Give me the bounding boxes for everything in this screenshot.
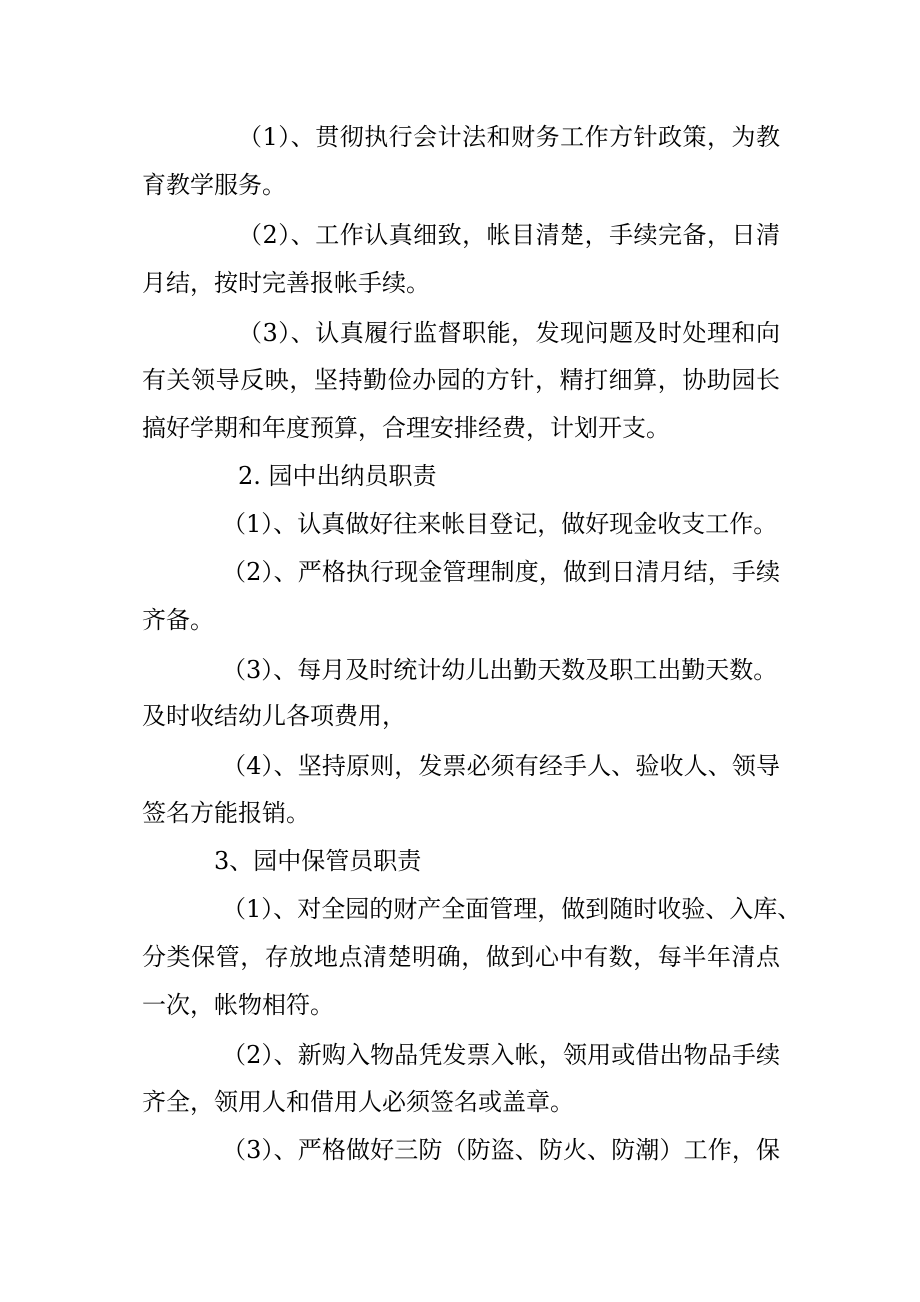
paragraph-line: 搞好学期和年度预算，合理安排经费，计划开支。	[142, 414, 670, 442]
paragraph-line: 育教学服务。	[142, 171, 286, 199]
section-heading: 3、园中保管员职责	[214, 847, 422, 875]
paragraph-line: 分类保管，存放地点清楚明确，做到心中有数，每半年清点	[142, 943, 780, 971]
paragraph-line: （3）、认真履行监督职能，发现问题及时处理和向	[238, 319, 780, 347]
paragraph-line: （1）、对全园的财产全面管理，做到随时收验、入库、	[222, 895, 802, 923]
paragraph-line: （3）、严格做好三防（防盗、防火、防潮）工作，保	[222, 1136, 780, 1164]
paragraph-line: （3）、每月及时统计幼儿出勤天数及职工出勤天数。	[222, 656, 778, 684]
paragraph-line: （4）、坚持原则，发票必须有经手人、验收人、领导	[222, 752, 780, 780]
paragraph-line: 齐备。	[142, 606, 214, 634]
paragraph-line: （2）、严格执行现金管理制度，做到日清月结，手续	[222, 558, 780, 586]
paragraph-line: 签名方能报销。	[142, 799, 310, 827]
paragraph-line: （1）、贯彻执行会计法和财务工作方针政策，为教	[238, 123, 780, 151]
paragraph-line: 齐全，领用人和借用人必须签名或盖章。	[142, 1088, 574, 1116]
paragraph-line: 及时收结幼儿各项费用，	[142, 702, 406, 730]
paragraph-line: （2）、新购入物品凭发票入帐，领用或借出物品手续	[222, 1041, 780, 1069]
paragraph-line: （1）、认真做好往来帐目登记，做好现金收支工作。	[222, 510, 778, 538]
paragraph-line: 有关领导反映，坚持勤俭办园的方针，精打细算，协助园长	[142, 366, 780, 394]
paragraph-line: 月结，按时完善报帐手续。	[142, 269, 430, 297]
section-heading: 2. 园中出纳员职责	[238, 462, 437, 490]
paragraph-line: 一次，帐物相符。	[142, 991, 334, 1019]
paragraph-line: （2）、工作认真细致，帐目清楚，手续完备，日清	[238, 221, 780, 249]
